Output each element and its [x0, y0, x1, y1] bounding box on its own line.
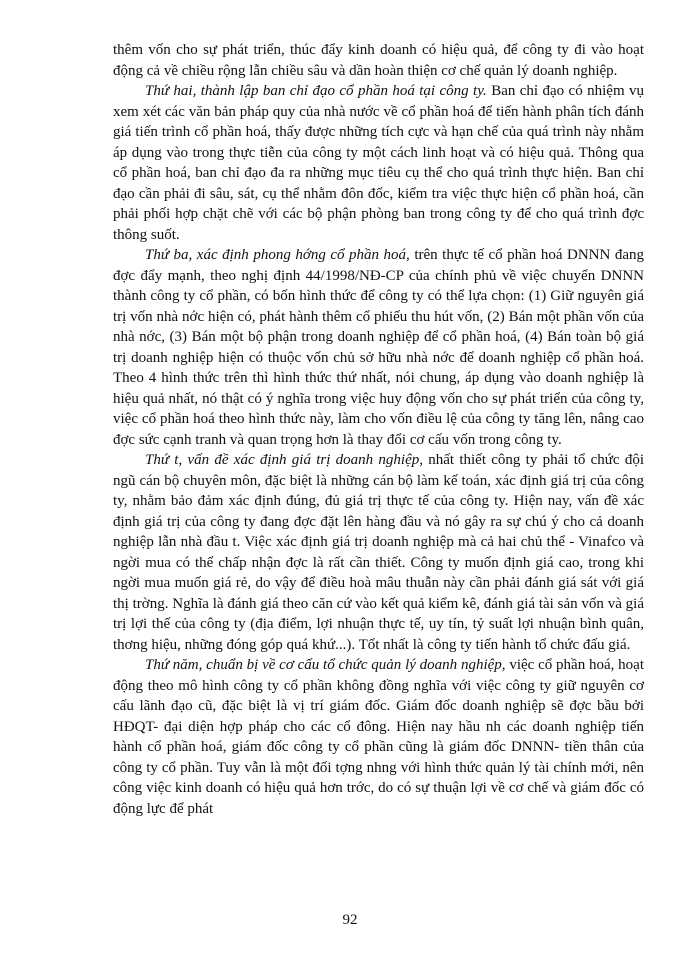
page-number: 92 [342, 912, 358, 928]
paragraph-text: thêm vốn cho sự phát triển, thúc đẩy kinh doanh có hiệu quả, để công ty đi vào hoạt động cả về chiều rộng lẫn chiều sâu và dần hoàn thiện cơ chế quản lý doanh nghiệp. [113, 42, 644, 79]
paragraph-text: trên thực tế cổ phần hoá DNNN đang đợc đẩy mạnh, theo nghị định 44/1998/NĐ-CP của chính phủ về việc chuyển DNNN thành công ty cổ phần, có bốn hình thức để công ty có thể lựa chọn: (1) Giữ nguyên giá trị vốn nhà nớc hiện có, phát hành thêm cổ phiếu thu hút vốn, (2) Bán một phần vốn của nhà nớc, (3) Bán một bộ phận trong doanh nghiệp để cổ phần hoá, (4) Bán toàn bộ giá trị doanh nghiệp hiện có thuộc vốn chủ sở hữu nhà nớc để doanh nghiệp cổ phần hoá. Theo 4 hình thức trên thì hình thức thứ nhất, nói chung, áp dụng vào doanh nghiệp là hiệu quả nhất, nó thật có ý nghĩa trong việc huy động vốn cho sự phát triển của công ty, việc cổ phần hoá theo hình thức này, làm cho vốn điều lệ của công ty tăng lên, nâng cao đợc sức cạnh tranh và quan trọng hơn là thay đổi cơ cấu vốn trong công ty. [113, 247, 645, 448]
paragraph-text: việc cổ phần hoá, hoạt động theo mô hình công ty cổ phần không đồng nghĩa với việc công ty giữ nguyên cơ cấu lãnh đạo cũ, đặc biệt là vị trí giám đốc. Giám đốc doanh nghiệp sẽ đợc bầu bởi HĐQT- đại diện hợp pháp cho các cổ đông. Hiện nay hầu nh các doanh nghiệp tiến hành cổ phần hoá, giám đốc công ty cổ phần cũng là giám đốc DNNN- tiền thân của công ty cổ phần. Tuy vẫn là một đối tợng nhng với hình thức quản lý tài chính mới, nên công việc kinh doanh có hiệu quả hơn trớc, do có sự thuận lợi về cơ chế và giám đốc có động lực để phát [113, 657, 644, 817]
paragraph-continuation [113, 40, 644, 81]
paragraph-equitization-direction [113, 245, 644, 450]
paragraph-steering-committee [113, 81, 644, 245]
paragraph-text: nhất thiết công ty phải tổ chức đội ngũ cán bộ chuyên môn, đặc biệt là những cán bộ làm kế toán, xác định giá trị của công ty, nhằm bảo đảm xác định đúng, đủ giá trị thực tế của công ty. Hiện nay, vấn đề xác định giá trị của công ty đang đợc đặt lên hàng đầu và nó gây ra sự chú ý cho cả doanh nghiệp lẫn nhà đầu t. Việc xác định giá trị doanh nghiệp mà cả hai chủ thể - Vinafco và ngời mua có thể chấp nhận đợc là rất cần thiết. Công ty muốn định giá cao, trong khi ngời mua muốn giá rẻ, do vậy để điều hoà mâu thuẫn này cần phải đánh giá sát với giá thị trờng. Nghĩa là đánh giá theo căn cứ vào kết quả kiểm kê, đánh giá tài sản vốn và giá trị lợi thế của công ty (địa điểm, lợi nhuận thực tế, uy tín, tỷ suất lợi nhuận bình quân, thơng hiệu, những đóng góp quá khứ...). Tốt nhất là công ty tiến hành tổ chức đấu giá. [113, 452, 644, 653]
paragraph-text: Ban chỉ đạo có nhiệm vụ xem xét các văn bản pháp quy của nhà nước về cổ phần hoá để tiến hành phân tích đánh giá tiến trình cổ phần hoá, thấy được những tích cực và hạn chế của quá trình này nhằm áp dụng vào trong thực tiễn của công ty một cách linh hoạt và có hiệu quả. Thông qua cổ phần hoá, ban chỉ đạo đa ra những mục tiêu cụ thể cho quá trình thực hiện. Ban chỉ đạo cần phải đi sâu, sát, cụ thể nhằm đôn đốc, kiểm tra việc thực hiện cổ phần hoá, cần phải phối hợp chặt chẽ với các bộ phận phòng ban trong công ty để cho quá trình đợc thông suốt. [113, 83, 645, 243]
paragraph-lead: Thứ t, vấn đề xác định giá trị doanh nghiệp, [145, 452, 423, 468]
paragraph-lead: Thứ ba, xác định phong hớng cổ phần hoá, [145, 247, 410, 263]
paragraph-lead: Thứ hai, thành lập ban chỉ đạo cổ phần hoá tại công ty. [145, 83, 487, 99]
paragraph-lead: Thứ năm, chuẩn bị về cơ cấu tổ chức quản lý doanh nghiệp, [145, 657, 506, 673]
paragraph-enterprise-valuation [113, 450, 644, 655]
paragraph-management-structure [113, 655, 644, 819]
document-body [113, 40, 644, 819]
